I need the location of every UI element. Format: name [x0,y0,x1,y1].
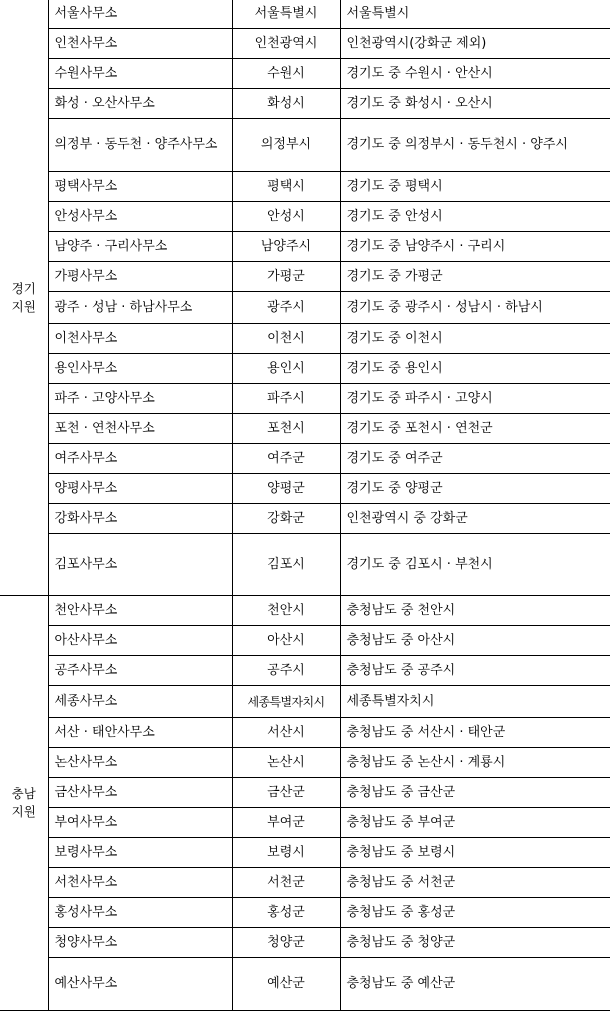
city-cell: 여주군 [232,444,340,474]
table-row [0,29,610,59]
table-row [0,958,610,1011]
office-cell: 용인사무소 [48,354,232,384]
office-cell: 서산 · 태안사무소 [48,718,232,748]
office-cell: 공주사무소 [48,656,232,686]
city-cell: 용인시 [232,354,340,384]
city-cell: 금산군 [232,778,340,808]
city-cell: 강화군 [232,504,340,534]
city-cell: 화성시 [232,89,340,119]
table-row [0,838,610,868]
city-cell: 공주시 [232,656,340,686]
table-row [0,172,610,202]
city-cell: 남양주시 [232,232,340,262]
area-cell: 경기도 중 양평군 [340,474,610,504]
area-cell: 경기도 중 파주시 · 고양시 [340,384,610,414]
region-cell-chungnam [0,596,48,1011]
city-cell: 청양군 [232,928,340,958]
table-row [0,59,610,89]
city-cell: 이천시 [232,324,340,354]
area-cell: 충청남도 중 천안시 [340,596,610,626]
city-cell: 안성시 [232,202,340,232]
area-cell: 경기도 중 수원시 · 안산시 [340,59,610,89]
table-row [0,686,610,718]
table-row [0,384,610,414]
table-row [0,324,610,354]
table-row [0,898,610,928]
office-cell: 평택사무소 [48,172,232,202]
office-cell: 서천사무소 [48,868,232,898]
area-cell: 경기도 중 김포시 · 부천시 [340,534,610,596]
area-cell: 충청남도 중 논산시 · 계룡시 [340,748,610,778]
area-cell: 충청남도 중 공주시 [340,656,610,686]
table-row [0,504,610,534]
table-row [0,534,610,596]
table-row [0,928,610,958]
area-cell: 서울특별시 [340,0,610,29]
office-cell: 청양사무소 [48,928,232,958]
city-cell: 수원시 [232,59,340,89]
city-cell: 서산시 [232,718,340,748]
table-row [0,262,610,292]
city-cell: 평택시 [232,172,340,202]
city-cell: 논산시 [232,748,340,778]
office-cell: 부여사무소 [48,808,232,838]
city-cell: 부여군 [232,808,340,838]
office-cell: 금산사무소 [48,778,232,808]
city-cell: 보령시 [232,838,340,868]
city-cell: 파주시 [232,384,340,414]
region-label: 경기 지원 [11,280,36,314]
city-cell: 인천광역시 [232,29,340,59]
area-cell: 충청남도 중 아산시 [340,626,610,656]
table-row [0,232,610,262]
table-row [0,414,610,444]
area-cell: 경기도 중 가평군 [340,262,610,292]
area-cell: 경기도 중 광주시 · 성남시 · 하남시 [340,292,610,324]
office-cell: 서울사무소 [48,0,232,29]
table-row [0,748,610,778]
office-cell: 양평사무소 [48,474,232,504]
area-cell: 세종특별자치시 [340,686,610,718]
city-cell: 김포시 [232,534,340,596]
area-cell: 경기도 중 이천시 [340,324,610,354]
area-cell: 인천광역시(강화군 제외) [340,29,610,59]
table-row [0,778,610,808]
table-row [0,89,610,119]
city-cell: 광주시 [232,292,340,324]
office-cell: 김포사무소 [48,534,232,596]
area-cell: 충청남도 중 홍성군 [340,898,610,928]
city-cell: 서울특별시 [232,0,340,29]
table-row [0,626,610,656]
table-row [0,119,610,172]
office-cell: 포천 · 연천사무소 [48,414,232,444]
area-cell: 충청남도 중 예산군 [340,958,610,1011]
table-row [0,292,610,324]
office-cell: 아산사무소 [48,626,232,656]
table-row [0,474,610,504]
office-cell: 예산사무소 [48,958,232,1011]
area-cell: 인천광역시 중 강화군 [340,504,610,534]
city-cell: 아산시 [232,626,340,656]
city-cell: 양평군 [232,474,340,504]
area-cell: 경기도 중 화성시 · 오산시 [340,89,610,119]
area-cell: 경기도 중 남양주시 · 구리시 [340,232,610,262]
office-cell: 홍성사무소 [48,898,232,928]
office-cell: 수원사무소 [48,59,232,89]
area-cell: 경기도 중 안성시 [340,202,610,232]
table-row [0,0,610,29]
area-cell: 경기도 중 포천시 · 연천군 [340,414,610,444]
table-row [0,444,610,474]
office-cell: 의정부 · 동두천 · 양주사무소 [48,119,232,172]
office-cell: 가평사무소 [48,262,232,292]
area-cell: 경기도 중 용인시 [340,354,610,384]
office-cell: 논산사무소 [48,748,232,778]
area-cell: 충청남도 중 보령시 [340,838,610,868]
area-cell: 경기도 중 의정부시 · 동두천시 · 양주시 [340,119,610,172]
area-cell: 충청남도 중 금산군 [340,778,610,808]
region-label: 충남 지원 [11,786,36,819]
office-cell: 남양주 · 구리사무소 [48,232,232,262]
city-cell: 천안시 [232,596,340,626]
city-cell: 홍성군 [232,898,340,928]
office-cell: 강화사무소 [48,504,232,534]
office-cell: 이천사무소 [48,324,232,354]
table-row [0,596,610,626]
area-cell: 경기도 중 평택시 [340,172,610,202]
area-cell: 충청남도 중 서천군 [340,868,610,898]
office-cell: 안성사무소 [48,202,232,232]
office-cell: 광주 · 성남 · 하남사무소 [48,292,232,324]
table-row [0,656,610,686]
table-row [0,868,610,898]
city-cell: 포천시 [232,414,340,444]
office-cell: 파주 · 고양사무소 [48,384,232,414]
office-cell: 세종사무소 [48,686,232,718]
region-cell-gyeonggi [0,0,48,596]
city-cell: 세종특별자치시 [232,686,340,718]
office-cell: 여주사무소 [48,444,232,474]
area-cell: 충청남도 중 청양군 [340,928,610,958]
city-cell: 예산군 [232,958,340,1011]
area-cell: 경기도 중 여주군 [340,444,610,474]
office-cell: 천안사무소 [48,596,232,626]
office-cell: 인천사무소 [48,29,232,59]
table-row [0,202,610,232]
city-cell: 서천군 [232,868,340,898]
table-row [0,718,610,748]
office-cell: 화성 · 오산사무소 [48,89,232,119]
table-row [0,808,610,838]
table-row [0,354,610,384]
office-cell: 보령사무소 [48,838,232,868]
area-cell: 충청남도 중 부여군 [340,808,610,838]
city-cell: 의정부시 [232,119,340,172]
city-cell: 가평군 [232,262,340,292]
area-cell: 충청남도 중 서산시 · 태안군 [340,718,610,748]
